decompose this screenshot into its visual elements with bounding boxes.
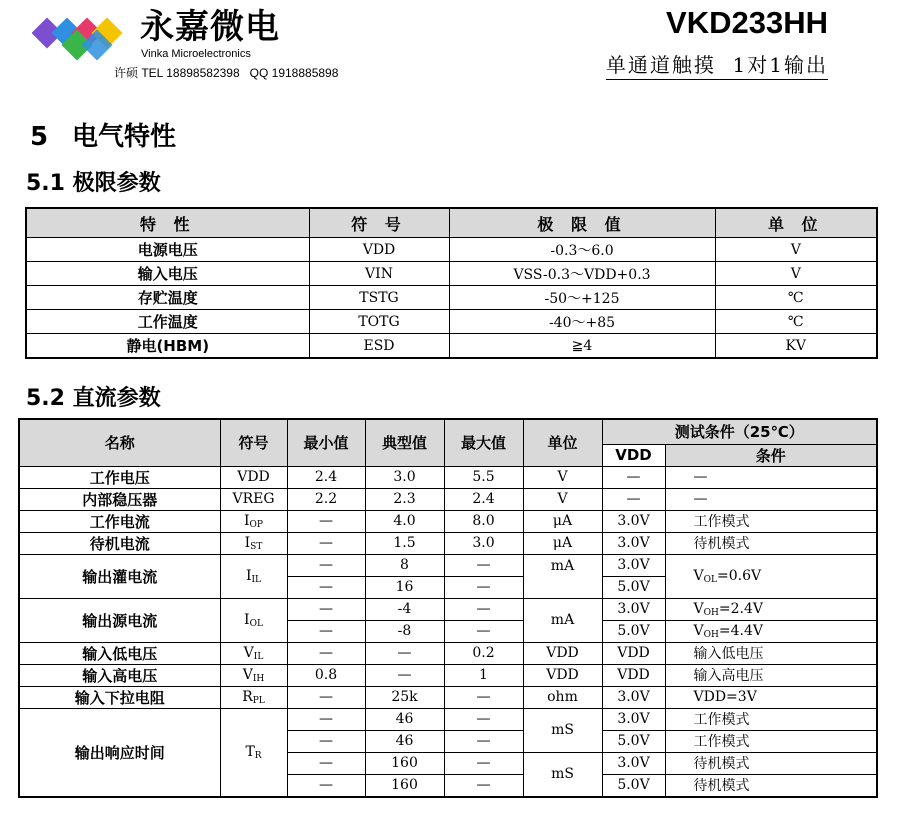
cell-typ: 8 bbox=[365, 554, 444, 576]
table-row bbox=[19, 598, 877, 620]
cell-min: — bbox=[287, 554, 365, 576]
symbol-sub: OL bbox=[249, 618, 263, 629]
cell-name: 工作电流 bbox=[19, 510, 220, 532]
table-row bbox=[26, 238, 877, 262]
cell-min: — bbox=[287, 620, 365, 642]
model-number: VKD233HH bbox=[666, 5, 828, 40]
table-row bbox=[26, 334, 877, 359]
cell-min: 2.4 bbox=[287, 466, 365, 488]
cell-max: 3.0 bbox=[444, 532, 523, 554]
cell-typ: 1.5 bbox=[365, 532, 444, 554]
cond-value: =4.4V bbox=[718, 622, 763, 639]
vinka-logo bbox=[32, 10, 132, 62]
cell-max: — bbox=[444, 752, 523, 774]
table-row bbox=[19, 554, 877, 576]
cell-typ: 46 bbox=[365, 708, 444, 730]
cell-vdd: 5.0V bbox=[602, 576, 665, 598]
cell-name: 输出源电流 bbox=[19, 598, 220, 642]
cell-max: — bbox=[444, 598, 523, 620]
cell-symbol: VDD bbox=[220, 466, 287, 488]
cell-name: 电源电压 bbox=[26, 238, 309, 262]
cell-value: -40～+85 bbox=[449, 310, 715, 334]
cell-max: 8.0 bbox=[444, 510, 523, 532]
symbol-sub: IL bbox=[251, 574, 262, 585]
cell-max: 0.2 bbox=[444, 642, 523, 664]
cell-unit: μA bbox=[523, 510, 602, 532]
header-symbol: 符号 bbox=[220, 419, 287, 466]
symbol-main: V bbox=[242, 666, 253, 683]
cell-typ: — bbox=[365, 642, 444, 664]
cond-main: V bbox=[693, 567, 704, 584]
cell-typ: — bbox=[365, 664, 444, 686]
symbol-main: R bbox=[242, 688, 253, 705]
symbol-sub: OP bbox=[249, 519, 263, 530]
cell-name: 存贮温度 bbox=[26, 286, 309, 310]
cell-name: 输入高电压 bbox=[19, 664, 220, 686]
abs-max-heading: 5.1 极限参数 bbox=[26, 171, 161, 196]
cell-name: 输入电压 bbox=[26, 262, 309, 286]
cell-vdd: 3.0V bbox=[602, 752, 665, 774]
cell-vdd: — bbox=[602, 466, 665, 488]
cell-name: 输出灌电流 bbox=[19, 554, 220, 598]
cell-symbol: TOTG bbox=[309, 310, 449, 334]
table-row bbox=[26, 310, 877, 334]
cell-max: — bbox=[444, 708, 523, 730]
header-unit: 单位 bbox=[523, 419, 602, 466]
cell-symbol bbox=[220, 532, 287, 554]
table-row bbox=[19, 466, 877, 488]
cell-symbol bbox=[220, 510, 287, 532]
dc-params-heading: 5.2 直流参数 bbox=[26, 386, 161, 411]
cell-condition: 待机模式 bbox=[665, 774, 877, 797]
symbol-sub: IL bbox=[253, 651, 264, 662]
cell-condition: 工作模式 bbox=[665, 708, 877, 730]
cell-symbol bbox=[220, 664, 287, 686]
table-row bbox=[26, 286, 877, 310]
cell-max: — bbox=[444, 774, 523, 797]
cell-symbol: VIN bbox=[309, 262, 449, 286]
cell-typ: 16 bbox=[365, 576, 444, 598]
table-header-row bbox=[26, 208, 877, 238]
symbol-sub: PL bbox=[252, 695, 265, 706]
cell-condition: — bbox=[665, 488, 877, 510]
dc-params-table bbox=[18, 418, 878, 798]
cell-max: — bbox=[444, 620, 523, 642]
cell-unit: KV bbox=[715, 334, 877, 359]
cell-unit: V bbox=[715, 262, 877, 286]
cell-typ: 160 bbox=[365, 752, 444, 774]
table-row bbox=[19, 510, 877, 532]
cell-condition: VDD=3V bbox=[665, 686, 877, 708]
cell-condition: 待机模式 bbox=[665, 752, 877, 774]
cell-symbol bbox=[220, 686, 287, 708]
symbol-sub: R bbox=[254, 750, 262, 761]
cell-typ: 2.3 bbox=[365, 488, 444, 510]
cell-name: 输入下拉电阻 bbox=[19, 686, 220, 708]
cell-unit: ℃ bbox=[715, 286, 877, 310]
cell-typ: 46 bbox=[365, 730, 444, 752]
section-number: 5 bbox=[30, 122, 49, 152]
header-typ: 典型值 bbox=[365, 419, 444, 466]
cell-unit: V bbox=[523, 488, 602, 510]
cell-typ: -4 bbox=[365, 598, 444, 620]
brand-name-cn: 永嘉微电 bbox=[140, 7, 280, 47]
cell-max: 5.5 bbox=[444, 466, 523, 488]
table-row bbox=[19, 686, 877, 708]
cell-min: — bbox=[287, 642, 365, 664]
cell-unit: mA bbox=[523, 554, 602, 598]
header-symbol: 符 号 bbox=[309, 208, 449, 238]
symbol-main: I bbox=[244, 534, 251, 551]
cell-vdd: 3.0V bbox=[602, 686, 665, 708]
table-row bbox=[19, 532, 877, 554]
cell-vdd: 3.0V bbox=[602, 510, 665, 532]
symbol-main: I bbox=[244, 611, 250, 628]
header-name: 名称 bbox=[19, 419, 220, 466]
cell-condition: 待机模式 bbox=[665, 532, 877, 554]
cell-name: 待机电流 bbox=[19, 532, 220, 554]
cell-vdd: 5.0V bbox=[602, 620, 665, 642]
contact-info: 许硕 TEL 18898582398 QQ 1918885898 bbox=[114, 66, 339, 80]
cell-condition: 输入高电压 bbox=[665, 664, 877, 686]
section-title bbox=[30, 120, 176, 154]
cell-typ: -8 bbox=[365, 620, 444, 642]
cell-symbol bbox=[220, 598, 287, 642]
cell-max: — bbox=[444, 686, 523, 708]
cell-min: 2.2 bbox=[287, 488, 365, 510]
brand-name-en: Vinka Microelectronics bbox=[141, 48, 251, 60]
header-unit: 单 位 bbox=[715, 208, 877, 238]
symbol-main: I bbox=[245, 567, 252, 584]
cell-value: -0.3～6.0 bbox=[449, 238, 715, 262]
cell-max: — bbox=[444, 730, 523, 752]
cell-symbol bbox=[220, 642, 287, 664]
cell-condition bbox=[665, 620, 877, 642]
cell-value: -50～+125 bbox=[449, 286, 715, 310]
cell-name: 输出响应时间 bbox=[19, 708, 220, 797]
cell-vdd: 5.0V bbox=[602, 730, 665, 752]
cell-unit: VDD bbox=[523, 642, 602, 664]
table-row bbox=[26, 262, 877, 286]
cell-unit: VDD bbox=[523, 664, 602, 686]
section-title-text: 电气特性 bbox=[72, 122, 177, 152]
cell-name: 输入低电压 bbox=[19, 642, 220, 664]
header-vdd: VDD bbox=[602, 444, 665, 466]
cell-name: 工作温度 bbox=[26, 310, 309, 334]
cond-sub: OH bbox=[703, 629, 719, 640]
table-row bbox=[19, 708, 877, 730]
cell-symbol: VDD bbox=[309, 238, 449, 262]
cell-condition: 输入低电压 bbox=[665, 642, 877, 664]
cell-min: — bbox=[287, 510, 365, 532]
cell-vdd: VDD bbox=[602, 642, 665, 664]
cell-unit: V bbox=[523, 466, 602, 488]
cell-unit: mA bbox=[523, 598, 602, 642]
header-min: 最小值 bbox=[287, 419, 365, 466]
cell-min: — bbox=[287, 730, 365, 752]
cell-name: 内部稳压器 bbox=[19, 488, 220, 510]
cell-min: — bbox=[287, 752, 365, 774]
cell-name: 工作电压 bbox=[19, 466, 220, 488]
header-test-condition: 测试条件（25℃） bbox=[602, 419, 877, 444]
symbol-main: T bbox=[245, 743, 255, 760]
cell-symbol bbox=[220, 708, 287, 797]
table-row bbox=[19, 664, 877, 686]
cond-value: =0.6V bbox=[716, 567, 762, 584]
cell-condition bbox=[665, 554, 877, 598]
cell-unit: μA bbox=[523, 532, 602, 554]
cell-max: 1 bbox=[444, 664, 523, 686]
cell-value: VSS-0.3～VDD+0.3 bbox=[449, 262, 715, 286]
symbol-main: I bbox=[244, 512, 250, 529]
cell-min: — bbox=[287, 686, 365, 708]
cell-min: — bbox=[287, 774, 365, 797]
header-max: 最大值 bbox=[444, 419, 523, 466]
cell-min: — bbox=[287, 532, 365, 554]
header-limit: 极 限 值 bbox=[449, 208, 715, 238]
cond-main: V bbox=[693, 600, 704, 617]
header-characteristic: 特 性 bbox=[26, 208, 309, 238]
cell-vdd: 3.0V bbox=[602, 532, 665, 554]
cell-min: 0.8 bbox=[287, 664, 365, 686]
cond-sub: OL bbox=[703, 574, 717, 585]
table-row bbox=[19, 642, 877, 664]
abs-max-table bbox=[25, 207, 878, 359]
cell-unit: ℃ bbox=[715, 310, 877, 334]
product-subtitle: 单通道触摸 1对1输出 bbox=[606, 52, 828, 80]
cell-min: — bbox=[287, 598, 365, 620]
cell-symbol: TSTG bbox=[309, 286, 449, 310]
cell-max: — bbox=[444, 576, 523, 598]
cell-unit: V bbox=[715, 238, 877, 262]
cond-sub: OH bbox=[703, 607, 719, 618]
cell-typ: 3.0 bbox=[365, 466, 444, 488]
cell-typ: 160 bbox=[365, 774, 444, 797]
cell-min: — bbox=[287, 708, 365, 730]
cell-unit: ohm bbox=[523, 686, 602, 708]
header-condition: 条件 bbox=[665, 444, 877, 466]
cell-condition bbox=[665, 598, 877, 620]
cell-symbol: VREG bbox=[220, 488, 287, 510]
cond-main: V bbox=[693, 622, 704, 639]
symbol-sub: IH bbox=[252, 673, 265, 684]
cell-symbol bbox=[220, 554, 287, 598]
cell-vdd: 3.0V bbox=[602, 554, 665, 576]
cond-value: =2.4V bbox=[718, 600, 763, 617]
table-row bbox=[19, 488, 877, 510]
cell-condition: 工作模式 bbox=[665, 510, 877, 532]
cell-value: ≧4 bbox=[449, 334, 715, 359]
symbol-sub: ST bbox=[250, 541, 263, 552]
cell-vdd: — bbox=[602, 488, 665, 510]
cell-condition: — bbox=[665, 466, 877, 488]
cell-max: — bbox=[444, 554, 523, 576]
cell-name: 静电(HBM) bbox=[26, 334, 309, 359]
cell-vdd: VDD bbox=[602, 664, 665, 686]
cell-typ: 25k bbox=[365, 686, 444, 708]
cell-vdd: 5.0V bbox=[602, 774, 665, 797]
cell-unit: mS bbox=[523, 752, 602, 797]
cell-typ: 4.0 bbox=[365, 510, 444, 532]
cell-vdd: 3.0V bbox=[602, 598, 665, 620]
cell-min: — bbox=[287, 576, 365, 598]
cell-vdd: 3.0V bbox=[602, 708, 665, 730]
cell-symbol: ESD bbox=[309, 334, 449, 359]
cell-max: 2.4 bbox=[444, 488, 523, 510]
cell-unit: mS bbox=[523, 708, 602, 752]
table-header-row bbox=[19, 419, 877, 444]
cell-condition: 工作模式 bbox=[665, 730, 877, 752]
symbol-main: V bbox=[243, 644, 254, 661]
